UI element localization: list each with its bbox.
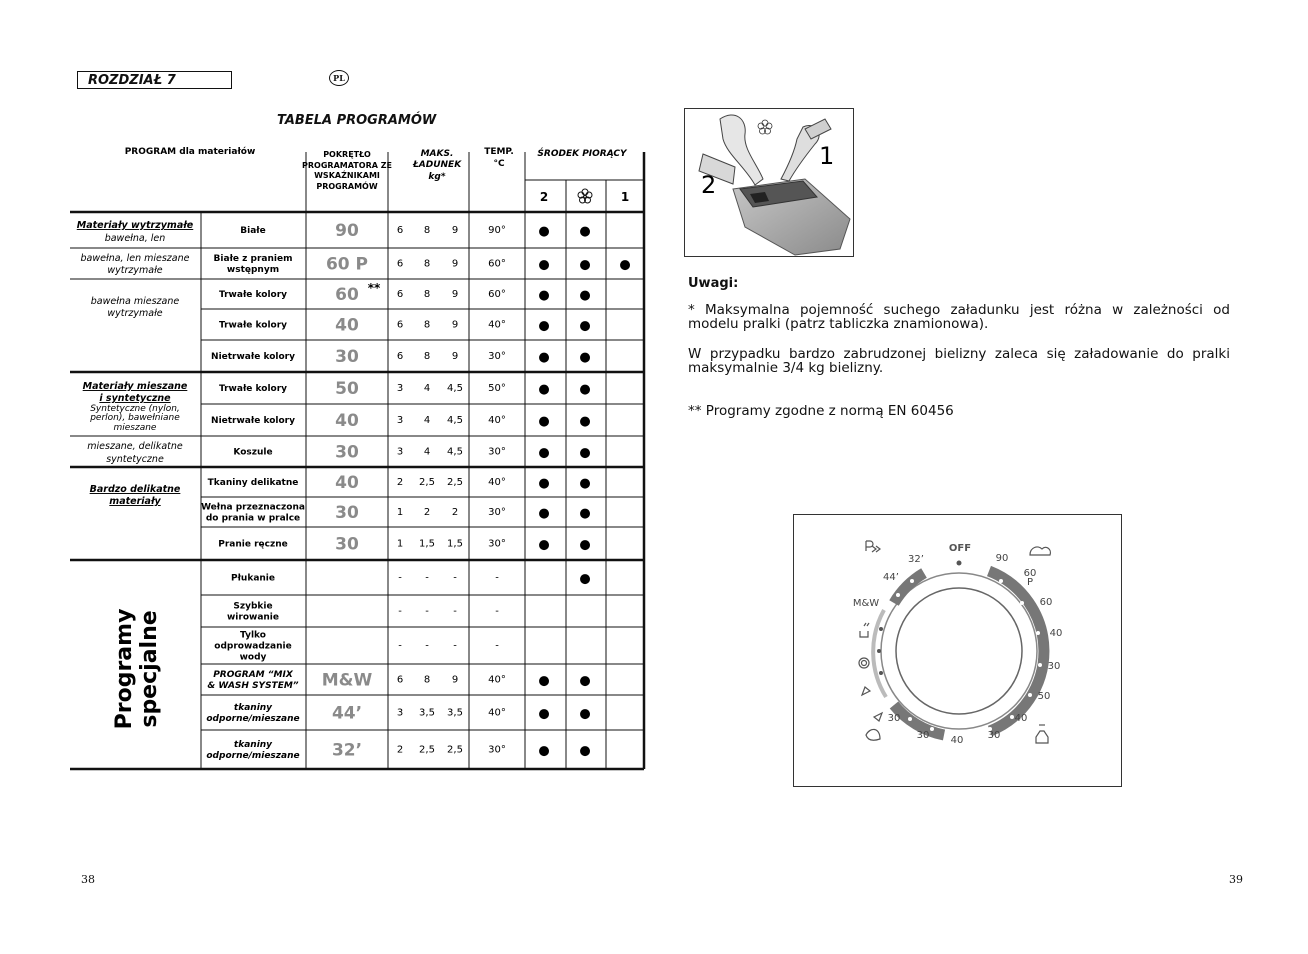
group-sub-3c: mieszane (113, 423, 157, 433)
row-temp: 30° (488, 351, 506, 362)
program-dial-illustration (793, 514, 1122, 787)
table-row (214, 631, 499, 663)
header-load-3: kg* (428, 172, 446, 182)
dial-label-60p: 60 (1023, 568, 1037, 579)
row-knob-setting: 30 (335, 503, 359, 523)
header-load-1: MAKS. (420, 149, 454, 159)
dial-label-44: 44’ (883, 572, 899, 583)
row-knob-setting: 30 (335, 534, 359, 555)
table-row (219, 281, 591, 305)
row-detergent-df: ● (579, 288, 591, 303)
row-temp: 40° (488, 415, 506, 426)
row-k2: 1,5 (419, 538, 435, 550)
row-program-name: Nietrwałe kolory (211, 352, 295, 362)
row-detergent-d2: ● (538, 506, 550, 521)
row-detergent-df: ● (579, 224, 591, 239)
row-detergent-d2: ● (538, 318, 550, 334)
row-temp: - (495, 640, 499, 652)
program-table (70, 142, 650, 774)
row-k3: - (453, 640, 457, 652)
row-program-name: Białe (240, 226, 266, 236)
table-row (214, 254, 631, 275)
table-row (233, 443, 590, 463)
row-temp: 40° (488, 477, 506, 488)
row-k2: 8 (423, 289, 431, 300)
row-knob-setting: 40 (335, 411, 359, 431)
row-k3: 2,5 (447, 477, 463, 488)
row-temp: 30° (488, 744, 506, 756)
header-knob-3: WSKAŹNIKAMI (314, 171, 380, 180)
row-k1: 1 (396, 507, 404, 518)
row-detergent-d2: ● (538, 414, 550, 429)
row-k3: 9 (451, 674, 459, 686)
row-k2: 3,5 (419, 707, 435, 719)
row-temp: 60° (488, 289, 506, 300)
row-k2: 2 (423, 507, 431, 518)
header-load-2: ŁADUNEK (412, 160, 462, 170)
row-detergent-df: ● (579, 414, 591, 429)
row-k3: 9 (451, 319, 459, 331)
row-detergent-d2: ● (538, 257, 550, 273)
table-row (227, 602, 499, 623)
table-row (211, 411, 591, 431)
row-detergent-d2: ● (538, 706, 550, 722)
header-knob-2: PROGRAMATORA ZE (302, 161, 392, 170)
row-k1: 6 (396, 674, 404, 686)
row-temp: 50° (488, 383, 506, 394)
group-sub-2a: bawełna mieszane (90, 296, 180, 307)
group-sub-3a: Syntetyczne (nylon, (90, 404, 180, 414)
row-k2: 8 (423, 225, 431, 236)
row-temp: 30° (488, 446, 506, 458)
row-k1: 3 (396, 707, 404, 719)
row-detergent-df: ● (579, 743, 591, 759)
row-knob-setting: 32’ (331, 740, 363, 761)
row-detergent-df: ● (579, 476, 591, 491)
table-row (218, 535, 590, 555)
dial-label-40a: 40 (1049, 628, 1063, 639)
table-row (240, 221, 590, 241)
row-temp: 30° (488, 507, 506, 518)
hand-wash-icon (862, 687, 870, 695)
header-knob-4: PROGRAMÓW (316, 182, 378, 191)
row-k1: 2 (396, 744, 404, 756)
row-k2: 8 (423, 674, 431, 686)
dial-label-30a: 30 (1047, 661, 1061, 672)
row-temp: 40° (488, 319, 506, 331)
row-k1: 3 (396, 383, 404, 394)
table-row (219, 316, 591, 336)
row-program-name: Płukanie (231, 573, 275, 584)
delicate-icon (866, 729, 880, 740)
row-knob-setting: 30 (335, 347, 359, 367)
dial-label-50: 50 (1037, 691, 1051, 702)
row-temp: 90° (488, 225, 506, 236)
group-sub-1b: wytrzymałe (107, 265, 163, 276)
group-sub-4a: mieszane, delikatne (87, 441, 183, 452)
table-row (207, 670, 590, 691)
row-k1: 6 (396, 289, 404, 300)
row-detergent-df: ● (579, 445, 591, 461)
row-detergent-d1: ● (619, 257, 631, 273)
row-k1: 6 (396, 225, 404, 236)
row-k1: 3 (396, 415, 404, 426)
row-k3: 9 (451, 225, 459, 236)
row-k3: 9 (451, 351, 459, 362)
row-k1: 2 (396, 477, 404, 488)
header-det-col-1: 1 (620, 190, 630, 204)
dial-label-60: 60 (1039, 597, 1053, 608)
row-knob-setting: 40 (335, 315, 359, 336)
row-k1: - (398, 640, 402, 652)
table-row (201, 503, 591, 524)
table-row (206, 703, 590, 724)
row-program-name: tkaniny odporne/mieszane (206, 703, 300, 724)
row-k2: - (425, 572, 429, 584)
row-knob-setting: 40 (335, 473, 359, 493)
row-program-name: Szybkie wirowanie (226, 601, 280, 623)
note-capacity: * Maksymalna pojemność suchego załadunku jest różna w zależności od modelu pralki (patrz tabliczka znamionowa). (688, 302, 1230, 332)
notes-title: Uwagi: (688, 276, 739, 291)
row-program-name: Tkaniny delikatne (207, 478, 299, 488)
row-detergent-d2: ● (538, 476, 550, 491)
group-sub-0: bawełna, len (104, 233, 166, 244)
row-knob-setting: 30 (335, 442, 359, 463)
row-program-name: PROGRAM “MIX & WASH SYSTEM” (207, 670, 299, 691)
group-sub-3b: perlon), bawełniane (90, 413, 180, 423)
row-k1: - (398, 572, 402, 584)
header-program: PROGRAM dla materiałów (124, 147, 256, 157)
group-title-3a: Materiały mieszane (82, 381, 188, 392)
row-k2: 8 (423, 319, 431, 331)
table-row (219, 379, 591, 399)
dial-label-40c: 40 (950, 735, 964, 746)
row-detergent-df: ● (579, 571, 591, 587)
row-knob-setting: 44’ (331, 703, 363, 724)
row-program-name: Białe z praniem wstępnym (213, 254, 293, 275)
dial-label-32: 32’ (908, 554, 924, 565)
group-title-5b: materiały (109, 496, 161, 507)
header-temp-1: TEMP. (484, 147, 514, 157)
row-k3: 4,5 (447, 446, 463, 458)
row-detergent-d2: ● (538, 537, 550, 553)
row-program-name: Trwałe kolory (218, 320, 288, 331)
row-knob-setting: 90 (335, 221, 359, 241)
row-detergent-d2: ● (538, 743, 550, 759)
group-title-5a: Bardzo delikatne (89, 484, 181, 495)
group-sub-2b: wytrzymałe (107, 308, 163, 319)
row-k2: 2,5 (419, 744, 435, 756)
row-detergent-d2: ● (538, 382, 550, 397)
row-program-name: Nietrwałe kolory (211, 416, 295, 426)
row-k1: 1 (396, 538, 404, 550)
page-number-left: 38 (81, 873, 95, 886)
row-program-name: Trwałe kolory (218, 290, 288, 300)
row-program-name: Tylko odprowadzanie wody (214, 630, 292, 663)
dial-label-40b: 40 (1014, 713, 1028, 724)
row-k1: 3 (396, 446, 404, 458)
row-knob-setting: 60 P (325, 254, 369, 275)
row-k2: 4 (423, 415, 431, 426)
row-detergent-d2: ● (538, 288, 550, 303)
row-temp: 40° (488, 674, 506, 686)
row-detergent-df: ● (579, 350, 591, 365)
row-temp: 60° (488, 258, 506, 270)
row-k1: 6 (396, 258, 404, 270)
table-row (231, 572, 591, 587)
row-detergent-d2: ● (538, 445, 550, 461)
header-det-col-2: 2 (539, 190, 549, 204)
row-knob-setting: 60 (335, 285, 359, 305)
row-temp: - (495, 606, 499, 617)
group-sub-4b: syntetyczne (106, 454, 164, 465)
group-title-0: Materiały wytrzymałe (76, 220, 194, 231)
dial-label-30c: 30 (887, 713, 901, 724)
detergent-drawer-illustration (684, 108, 854, 257)
spin-icon (859, 658, 869, 668)
header-detergent: ŚRODEK PIORĄCY (537, 149, 627, 159)
table-title: TABELA PROGRAMÓW (277, 113, 437, 128)
wool-icon (874, 713, 882, 721)
dial-label-30d: 30 (916, 730, 930, 741)
row-k3: 3,5 (447, 707, 463, 719)
row-program-name: Trwałe kolory (218, 384, 288, 394)
row-detergent-df: ● (579, 673, 591, 689)
group-sub-1a: bawełna, len mieszane (80, 253, 190, 264)
note-standard: ** Programy zgodne z normą EN 60456 (688, 403, 954, 419)
table-row (208, 473, 591, 493)
photo-label-1: 1 (819, 142, 835, 170)
row-temp: - (495, 572, 499, 584)
row-knob-setting: 50 (335, 379, 359, 399)
synthetic-icon (1036, 725, 1048, 743)
row-knob-setting: M&W (321, 670, 373, 691)
dial-label-30b: 30 (987, 730, 1001, 741)
row-temp: 40° (488, 707, 506, 719)
row-program-name: Pranie ręczne (218, 539, 288, 550)
row-k2: 4 (423, 383, 431, 394)
row-program-name: Wełna przeznaczona do prania w pralce (201, 502, 305, 524)
group-title-6a: Programy (112, 608, 137, 730)
chapter-label: ROZDZIAŁ 7 (77, 71, 232, 89)
row-k1: 6 (396, 351, 404, 362)
group-title-6b: specjalne (137, 610, 162, 728)
header-temp-2: °C (493, 159, 505, 169)
row-k3: 4,5 (447, 415, 463, 426)
row-detergent-df: ● (579, 537, 591, 553)
language-badge: PL (329, 70, 349, 86)
row-detergent-df: ● (579, 506, 591, 521)
header-knob-1: POKRĘTŁO (323, 150, 371, 159)
row-program-name: Koszule (233, 447, 273, 458)
cotton-icon (1030, 547, 1050, 555)
table-row (211, 347, 591, 367)
dial-label-p: P (1026, 577, 1034, 588)
row-detergent-d2: ● (538, 224, 550, 239)
prewash-arrows-icon (866, 541, 880, 552)
row-k3: - (453, 606, 457, 617)
row-norm-mark: ** (367, 281, 381, 295)
group-title-3b: i syntetyczne (99, 393, 171, 404)
row-k2: 4 (423, 446, 431, 458)
row-detergent-df: ● (579, 706, 591, 722)
row-k3: 2,5 (447, 744, 463, 756)
table-row (206, 740, 590, 761)
row-detergent-df: ● (579, 382, 591, 397)
photo-label-2: 2 (701, 171, 717, 199)
flower-icon (578, 189, 592, 203)
row-k3: 9 (451, 258, 459, 270)
row-k3: 9 (451, 289, 459, 300)
dial-label-90: 90 (995, 553, 1009, 564)
note-dirty-laundry: W przypadku bardzo zabrudzonej bielizny zaleca się załadowanie do pralki maksymalnie 3/4 kg bielizny. (688, 346, 1230, 376)
row-k1: 6 (396, 319, 404, 331)
row-k3: 4,5 (447, 383, 463, 394)
row-k3: 1,5 (447, 538, 463, 550)
row-detergent-df: ● (579, 318, 591, 334)
rinse-icon (860, 623, 869, 637)
dial-label-mw: M&W (852, 598, 880, 609)
row-detergent-d2: ● (538, 350, 550, 365)
row-detergent-df: ● (579, 257, 591, 273)
row-k3: - (453, 572, 457, 584)
row-k2: - (425, 606, 429, 617)
row-k2: 2,5 (419, 477, 435, 488)
row-program-name: tkaniny odporne/mieszane (206, 740, 300, 761)
row-k1: - (398, 606, 402, 617)
row-detergent-d2: ● (538, 673, 550, 689)
row-k2: 8 (423, 258, 431, 270)
row-k2: - (425, 640, 429, 652)
row-k3: 2 (451, 507, 459, 518)
row-temp: 30° (488, 538, 506, 550)
page-number-right: 39 (1229, 873, 1243, 886)
dial-off-label: OFF (948, 543, 972, 554)
row-k2: 8 (423, 351, 431, 362)
